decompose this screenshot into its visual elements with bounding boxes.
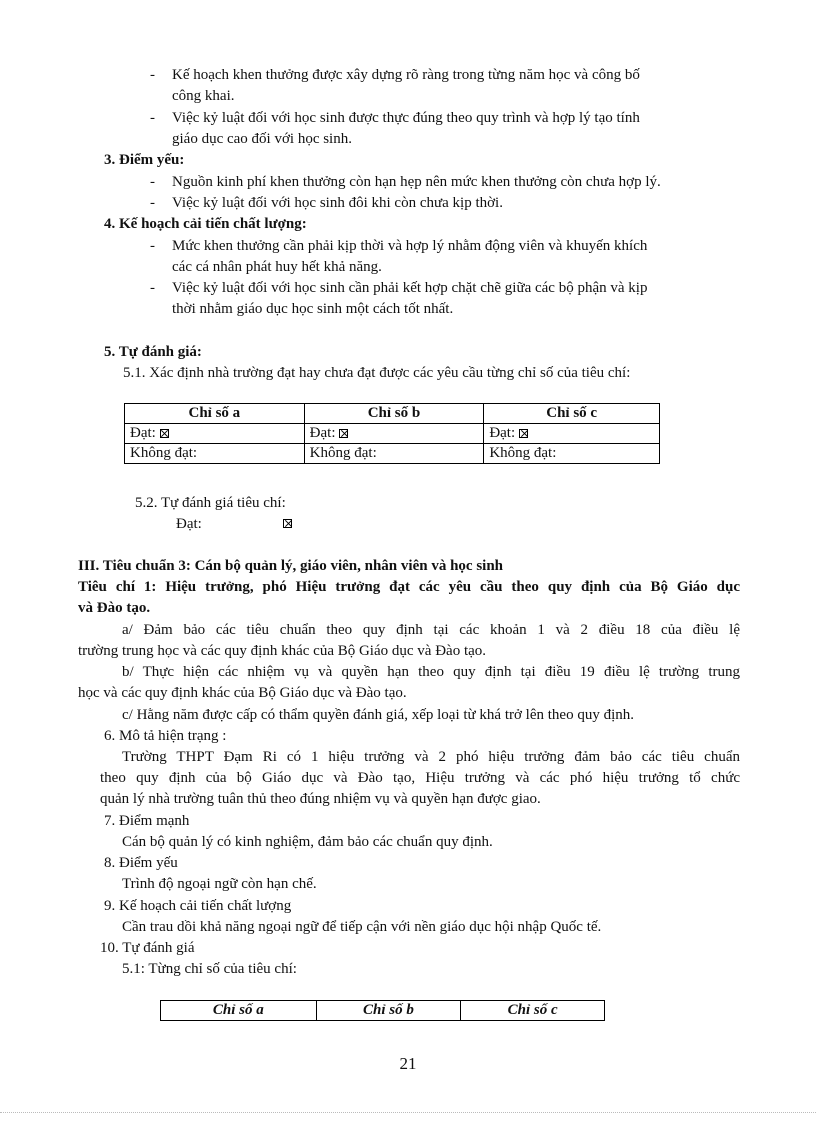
table-cell <box>484 424 660 444</box>
bullet-text: các cá nhân phát huy hết khả năng. <box>172 259 382 275</box>
table-header: Chỉ số a <box>161 1001 317 1021</box>
numbered-heading: 6. Mô tả hiện trạng : <box>104 728 227 744</box>
dat-label: Đạt: <box>130 425 156 441</box>
numbered-heading: 8. Điểm yếu <box>104 855 178 871</box>
paragraph: trường trung học và các quy định khác của Bộ Giáo dục và Đào tạo. <box>78 643 487 659</box>
checked-box-icon <box>519 429 528 438</box>
bullet-dash: - <box>150 174 155 190</box>
table-header: Chỉ số c <box>461 1001 605 1021</box>
paragraph: b/ Thực hiện các nhiệm vụ và quyền hạn theo quy định tại điều 19 điều lệ trường trung <box>122 664 740 680</box>
table-header: Chỉ số c <box>484 404 660 424</box>
criterion-title: Tiêu chí 1: Hiệu trưởng, phó Hiệu trưởng đạt các yêu cầu theo quy định của Bộ Giáo dục <box>78 579 740 595</box>
checked-box-icon <box>283 519 292 528</box>
bullet-text: thời nhằm giáo dục học sinh một cách tốt nhất. <box>172 301 454 317</box>
bullet-text: Kế hoạch khen thưởng được xây dựng rõ ràng trong từng năm học và công bố <box>172 67 640 83</box>
bullet-dash: - <box>150 280 155 296</box>
table-header: Chỉ số b <box>316 1001 461 1021</box>
table-header: Chỉ số a <box>125 404 305 424</box>
sub-heading: 5.2. Tự đánh giá tiêu chí: <box>135 495 286 511</box>
checked-box-icon <box>339 429 348 438</box>
criteria-table <box>124 403 660 464</box>
bullet-text: Việc kỷ luật đối với học sinh đôi khi còn chưa kịp thời. <box>172 195 503 211</box>
dat-label: Đạt: <box>176 516 202 532</box>
paragraph: học và các quy định khác của Bộ Giáo dục và Đào tạo. <box>78 685 407 701</box>
bullet-text: Nguồn kinh phí khen thưởng còn hạn hẹp nên mức khen thưởng còn chưa hợp lý. <box>172 174 661 190</box>
table-cell <box>125 424 305 444</box>
dat-label: Đạt: <box>309 425 336 441</box>
numbered-heading: 7. Điểm mạnh <box>104 813 190 829</box>
criteria-table-2 <box>160 1000 605 1021</box>
table-cell: Không đạt: <box>304 444 484 464</box>
sub-heading: 5.1: Từng chỉ số của tiêu chí: <box>122 961 297 977</box>
bullet-dash: - <box>150 195 155 211</box>
table-header: Chỉ số b <box>304 404 484 424</box>
section-heading: 4. Kế hoạch cải tiến chất lượng: <box>104 216 307 232</box>
page-bottom-rule <box>0 1112 816 1113</box>
paragraph: Trường THPT Đạm Ri có 1 hiệu trưởng và 2 phó hiệu trưởng đảm bảo các tiêu chuẩn <box>122 749 740 765</box>
paragraph: theo quy định của bộ Giáo dục và Đào tạo, Hiệu trưởng và các phó hiệu trưởng tổ chức <box>100 770 740 786</box>
numbered-heading: 10. Tự đánh giá <box>100 940 195 956</box>
bullet-text: giáo dục cao đối với học sinh. <box>172 131 352 147</box>
paragraph: Cần trau dồi khả năng ngoại ngữ để tiếp cận với nền giáo dục hội nhập Quốc tế. <box>122 919 602 935</box>
criterion-title: và Đào tạo. <box>78 600 151 616</box>
paragraph: a/ Đảm bảo các tiêu chuẩn theo quy định tại các khoản 1 và 2 điều 18 của điều lệ <box>122 622 740 638</box>
dat-label: Đạt: <box>489 425 516 441</box>
bullet-dash: - <box>150 110 155 126</box>
page-number: 21 <box>399 1054 417 1073</box>
bullet-dash: - <box>150 238 155 254</box>
table-cell <box>304 424 484 444</box>
numbered-heading: 9. Kế hoạch cải tiến chất lượng <box>104 898 292 914</box>
paragraph: c/ Hằng năm được cấp có thẩm quyền đánh giá, xếp loại từ khá trở lên theo quy định. <box>122 707 634 723</box>
section-heading: 3. Điểm yếu: <box>104 152 185 168</box>
bullet-text: Mức khen thưởng cần phải kịp thời và hợp lý nhằm động viên và khuyến khích <box>172 238 648 254</box>
paragraph: Trình độ ngoại ngữ còn hạn chế. <box>122 876 317 892</box>
paragraph: quản lý nhà trường tuân thủ theo đúng nhiệm vụ và quyền hạn được giao. <box>100 791 541 807</box>
sub-heading: 5.1. Xác định nhà trường đạt hay chưa đạt được các yêu cầu từng chỉ số của tiêu chí: <box>123 365 631 381</box>
paragraph: Cán bộ quản lý có kinh nghiệm, đảm bảo các chuẩn quy định. <box>122 834 493 850</box>
section-heading: 5. Tự đánh giá: <box>104 344 202 360</box>
standard-title: III. Tiêu chuẩn 3: Cán bộ quản lý, giáo viên, nhân viên và học sinh <box>78 558 504 574</box>
bullet-text: Việc kỷ luật đối với học sinh được thực đúng theo quy trình và hợp lý tạo tính <box>172 110 640 126</box>
checked-box-icon <box>160 429 169 438</box>
bullet-text: Việc kỷ luật đối với học sinh cần phải kết hợp chặt chẽ giữa các bộ phận và kịp <box>172 280 648 296</box>
table-cell: Không đạt: <box>484 444 660 464</box>
bullet-dash: - <box>150 67 155 83</box>
table-cell: Không đạt: <box>125 444 305 464</box>
bullet-text: công khai. <box>172 88 235 104</box>
